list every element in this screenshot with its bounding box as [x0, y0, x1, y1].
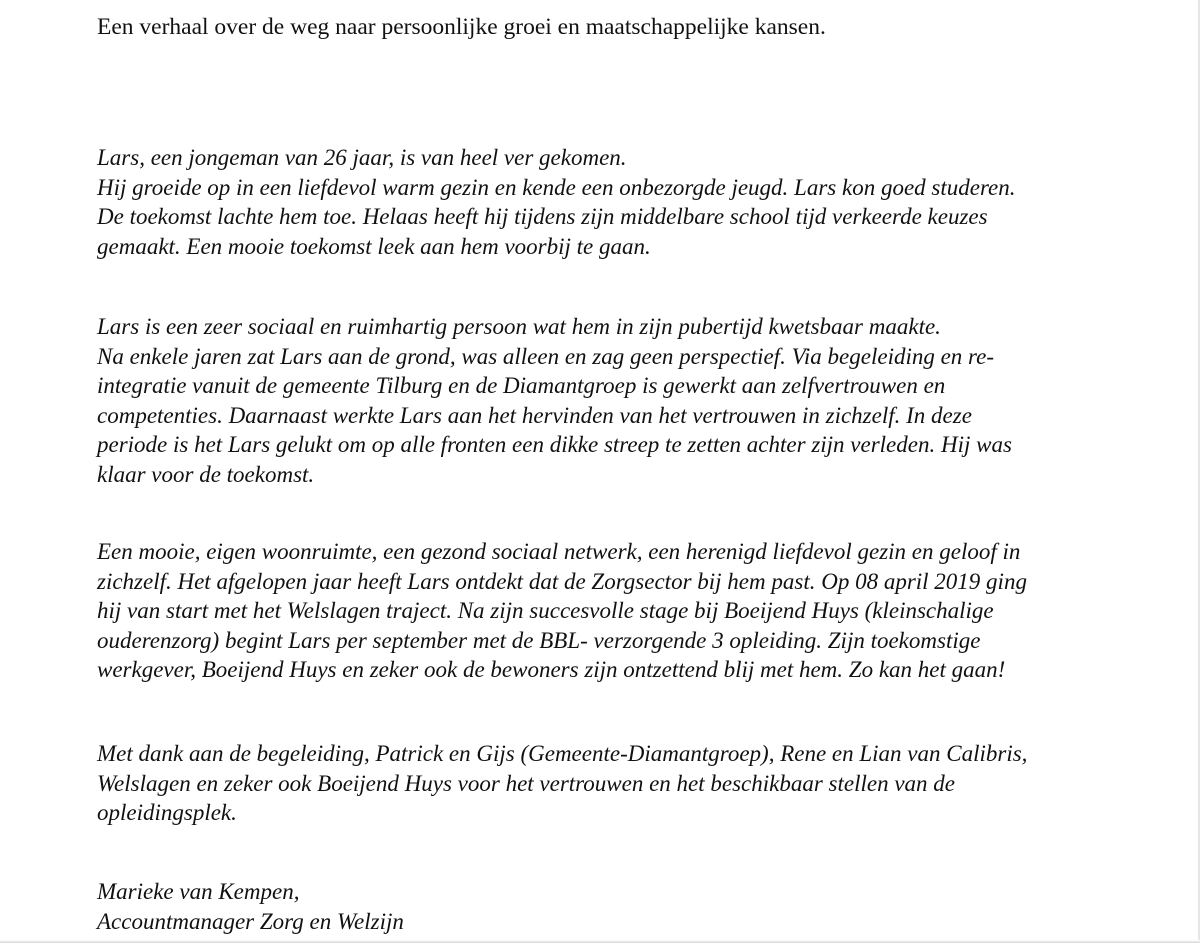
paragraph-line: Met dank aan de begeleiding, Patrick en Gijs (Gemeente-Diamantgroep), Rene en Lian van Calibris, — [97, 741, 1028, 766]
paragraph-line: ouderenzorg) begint Lars per september met de BBL- verzorgende 3 opleiding. Zijn toekomstige — [97, 627, 981, 653]
paragraph-line: Lars is een zeer sociaal en ruimhartig persoon wat hem in zijn pubertijd kwetsbaar maakte. — [97, 314, 941, 339]
paragraph-line: competenties. Daarnaast werkte Lars aan het hervinden van het vertrouwen in zichzelf. In deze — [97, 402, 972, 428]
paragraph-line: gemaakt. Een mooie toekomst leek aan hem voorbij te gaan. — [97, 233, 651, 259]
paragraph-turning-point — [97, 312, 1177, 489]
paragraph-line: Lars, een jongeman van 26 jaar, is van heel ver gekomen. — [97, 145, 627, 170]
paragraph-acknowledgements — [97, 739, 1177, 828]
paragraph-introduction — [97, 143, 1177, 261]
document-heading: Een verhaal over de weg naar persoonlijke groei en maatschappelijke kansen. — [97, 14, 826, 40]
paragraph-line: Na enkele jaren zat Lars aan de grond, was alleen en zag geen perspectief. Via begeleiding en re- — [97, 343, 995, 369]
paragraph-line: klaar voor de toekomst. — [97, 461, 315, 487]
signature-title: Accountmanager Zorg en Welzijn — [97, 908, 404, 934]
paragraph-line: Hij groeide op in een liefdevol warm gezin en kende een onbezorgde jeugd. Lars kon goed studeren. — [97, 174, 1016, 200]
paragraph-line: periode is het Lars gelukt om op alle fronten een dikke streep te zetten achter zijn verleden. Hij was — [97, 432, 1012, 457]
signature-name: Marieke van Kempen, — [97, 879, 300, 904]
paragraph-line: hij van start met het Welslagen traject. Na zijn succesvolle stage bij Boeijend Huys (kleinschalige — [97, 598, 994, 623]
signature-block — [97, 877, 1177, 936]
paragraph-line: zichzelf. Het afgelopen jaar heeft Lars ontdekt dat de Zorgsector bij hem past. Op 08 april 2019 ging — [97, 568, 1027, 594]
paragraph-new-start — [97, 537, 1177, 685]
paragraph-line: De toekomst lachte hem toe. Helaas heeft hij tijdens zijn middelbare school tijd verkeerde keuzes — [97, 204, 988, 229]
paragraph-line: opleidingsplek. — [97, 800, 237, 825]
paragraph-line: Welslagen en zeker ook Boeijend Huys voor het vertrouwen en het beschikbaar stellen van de — [97, 770, 955, 796]
paragraph-line: integratie vanuit de gemeente Tilburg en de Diamantgroep is gewerkt aan zelfvertrouwen en — [97, 373, 946, 398]
paragraph-line: werkgever, Boeijend Huys en zeker ook de bewoners zijn ontzettend blij met hem. Zo kan het gaan! — [97, 657, 1006, 682]
paragraph-line: Een mooie, eigen woonruimte, een gezond sociaal netwerk, een herenigd liefdevol gezin en geloof in — [97, 539, 1021, 564]
